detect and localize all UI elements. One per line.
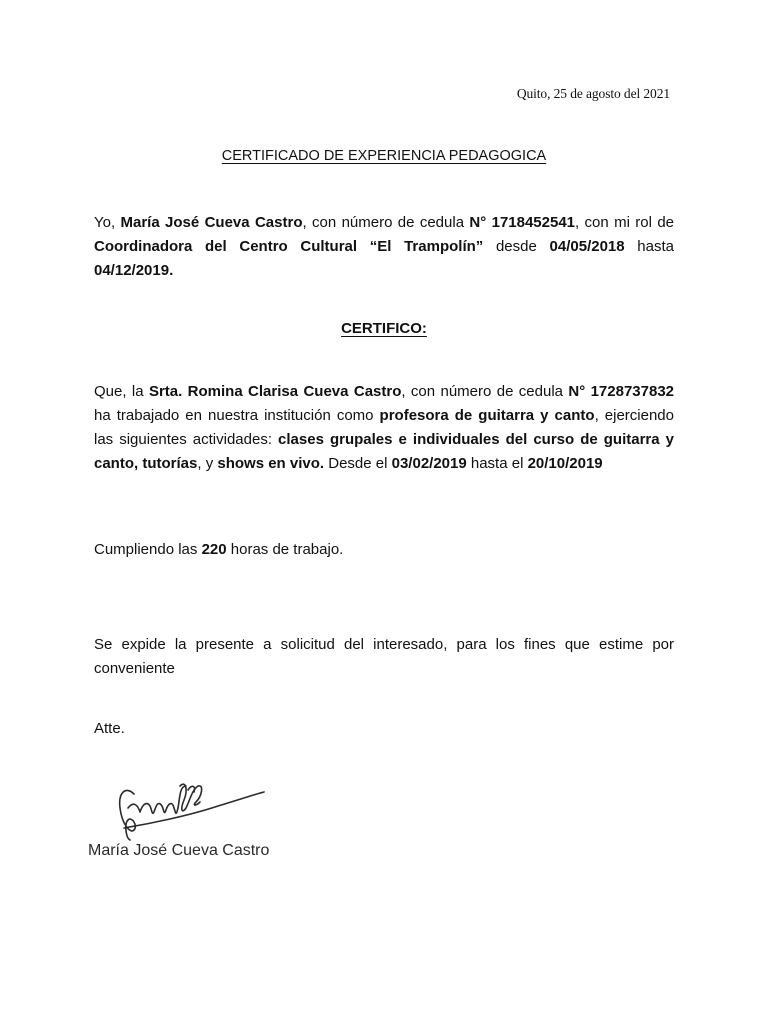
subject-name: Srta. Romina Clarisa Cueva Castro	[148, 383, 402, 400]
sign-off: Atte.	[94, 720, 125, 737]
closing-paragraph: Se expide la presente a solicitud del interesado, para los fines que estime por conveniente	[94, 636, 674, 677]
subject-position: profesora de guitarra y canto	[379, 407, 595, 424]
body-paragraph	[94, 380, 674, 476]
signature-stroke	[124, 792, 264, 828]
body-text: Desde el	[324, 455, 392, 472]
signature-stroke	[188, 786, 195, 792]
signature-stroke	[120, 790, 136, 840]
body-text: Que, la	[94, 383, 149, 400]
body-text: , y	[197, 455, 218, 472]
body-text: , con número de cedula	[401, 383, 569, 400]
role-end-date: 04/12/2019.	[94, 262, 174, 279]
intro-text: desde	[483, 238, 550, 255]
intro-text: , con número de cedula	[302, 214, 470, 231]
role-start-date: 04/05/2018	[549, 238, 625, 255]
body-text: , ejerciendo las siguientes actividades:	[94, 407, 674, 448]
subject-activities: clases grupales e individuales del curso de guitarra y canto, tutorías	[94, 431, 674, 472]
document-title: CERTIFICADO DE EXPERIENCIA PEDAGOGICA	[221, 148, 547, 164]
body-text: hasta el	[466, 455, 528, 472]
work-from-date: 03/02/2019	[391, 455, 467, 472]
body-text: ha trabajado en nuestra institución como	[94, 407, 380, 424]
handwritten-signature	[68, 750, 288, 845]
intro-text: hasta	[624, 238, 674, 255]
signer-printed-name: María José Cueva Castro	[88, 842, 270, 859]
subject-activity-last: shows en vivo.	[217, 455, 325, 472]
intro-text: , con mi rol de	[575, 214, 675, 231]
signer-id: N° 1718452541	[469, 214, 576, 231]
hours-paragraph	[94, 538, 674, 562]
hours-value: 220	[201, 541, 227, 558]
signature-block	[68, 750, 288, 872]
intro-paragraph	[94, 211, 674, 283]
work-to-date: 20/10/2019	[527, 455, 603, 472]
subject-id: N° 1728737832	[568, 383, 675, 400]
date-line: Quito, 25 de agosto del 2021	[516, 86, 670, 101]
signer-name: María José Cueva Castro	[120, 214, 303, 231]
intro-text: Yo,	[94, 214, 121, 231]
signer-role: Coordinadora del Centro Cultural “El Trampolín”	[94, 238, 484, 255]
signature-stroke	[180, 784, 202, 811]
section-heading: CERTIFICO:	[341, 320, 427, 337]
signature-stroke	[128, 786, 186, 813]
hours-text: Cumpliendo las	[94, 541, 202, 558]
hours-text: horas de trabajo.	[226, 541, 344, 558]
